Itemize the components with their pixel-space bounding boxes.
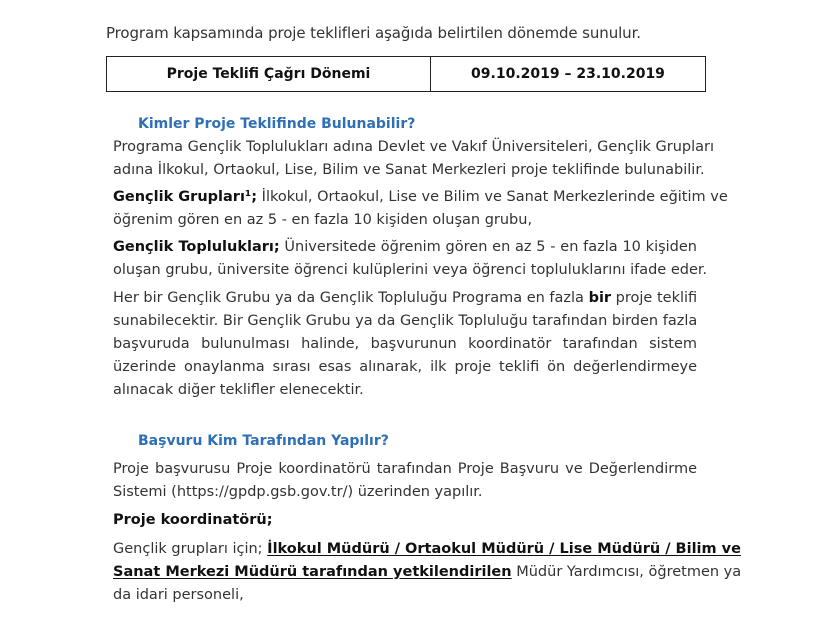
text-fragment: Her bir Gençlik Grubu ya da Gençlik Topluluğu Programa en fazla: [113, 290, 589, 306]
text-line: [113, 287, 697, 310]
text-line: da idari personeli,: [113, 587, 244, 603]
text-fragment: proje teklifi: [611, 290, 698, 306]
section-heading-eligibility: Kimler Proje Teklifinde Bulunabilir?: [138, 116, 416, 132]
text-fragment: İlkokul, Ortaokul, Lise ve Bilim ve Sanat Merkezlerinde eğitim ve: [257, 189, 728, 205]
emphasis-bir: bir: [588, 290, 612, 306]
text-line: sunabilecektir. Bir Gençlik Grubu ya da Gençlik Topluluğu tarafından birden fazla: [113, 313, 698, 329]
eligibility-paragraph: [113, 136, 715, 182]
text-fragment: Üniversitede öğrenim gören en az 5 - en fazla 10 kişiden: [279, 239, 697, 255]
text-line: [113, 186, 728, 209]
text-line: [113, 236, 697, 259]
intro-text: Program kapsamında proje teklifleri aşağıda belirtilen dönemde sunulur.: [106, 24, 641, 42]
text-line: [113, 509, 697, 532]
application-paragraph: [113, 458, 697, 504]
text-line: [113, 561, 742, 584]
text-line: başvuruda bulunulması halinde, başvurunun koordinatör tarafından sistem: [113, 336, 697, 352]
term-youth-groups: Gençlik Grupları¹;: [113, 189, 258, 205]
underlined-authorization: Sanat Merkezi Müdürü tarafından yetkilendirilen: [113, 564, 512, 580]
text-line: adına İlkokul, Ortaokul, Lise, Bilim ve Sanat Merkezleri proje teklifinde bulunabilir.: [113, 162, 705, 178]
text-line: oluşan grubu, üniversite öğrenci kulüplerini veya öğrenci topluluklarını ifade eder.: [113, 262, 708, 278]
text-fragment: Müdür Yardımcısı, öğretmen ya: [511, 564, 742, 580]
call-period-label: Proje Teklifi Çağrı Dönemi: [107, 57, 431, 91]
term-youth-communities: Gençlik Toplulukları;: [113, 239, 280, 255]
text-line: üzerinde onaylanma sırası esas alınarak, ilk proje teklifi ön değerlendirmeye: [113, 359, 697, 375]
text-fragment: Gençlik grupları için;: [113, 541, 268, 557]
youth-communities-definition: [113, 236, 708, 282]
text-line: Sistemi (https://gpdp.gsb.gov.tr/) üzerinden yapılır.: [113, 484, 483, 500]
text-line: Proje başvurusu Proje koordinatörü tarafından Proje Başvuru ve Değerlendirme: [113, 461, 697, 477]
text-line: [113, 538, 741, 561]
call-period-dates: 09.10.2019 – 23.10.2019: [471, 66, 665, 82]
text-line: Programa Gençlik Toplulukları adına Devlet ve Vakıf Üniversiteleri, Gençlik Grupları: [113, 139, 715, 155]
text-line: alınacak diğer teklifler elenecektir.: [113, 382, 364, 398]
submission-limit-paragraph: [113, 287, 697, 402]
section-heading-applicant: Başvuru Kim Tarafından Yapılır?: [138, 433, 389, 449]
youth-groups-definition: [113, 186, 728, 232]
coordinator-definition: [113, 538, 742, 607]
text-line: öğrenim gören en az 5 - en fazla 10 kişiden oluşan grubu,: [113, 212, 533, 228]
underlined-roles: İlkokul Müdürü / Ortaokul Müdürü / Lise Müdürü / Bilim ve: [267, 541, 741, 557]
call-period-table: [106, 56, 706, 92]
term-project-coordinator: Proje koordinatörü;: [113, 512, 273, 528]
coordinator-label-paragraph: [113, 509, 697, 532]
